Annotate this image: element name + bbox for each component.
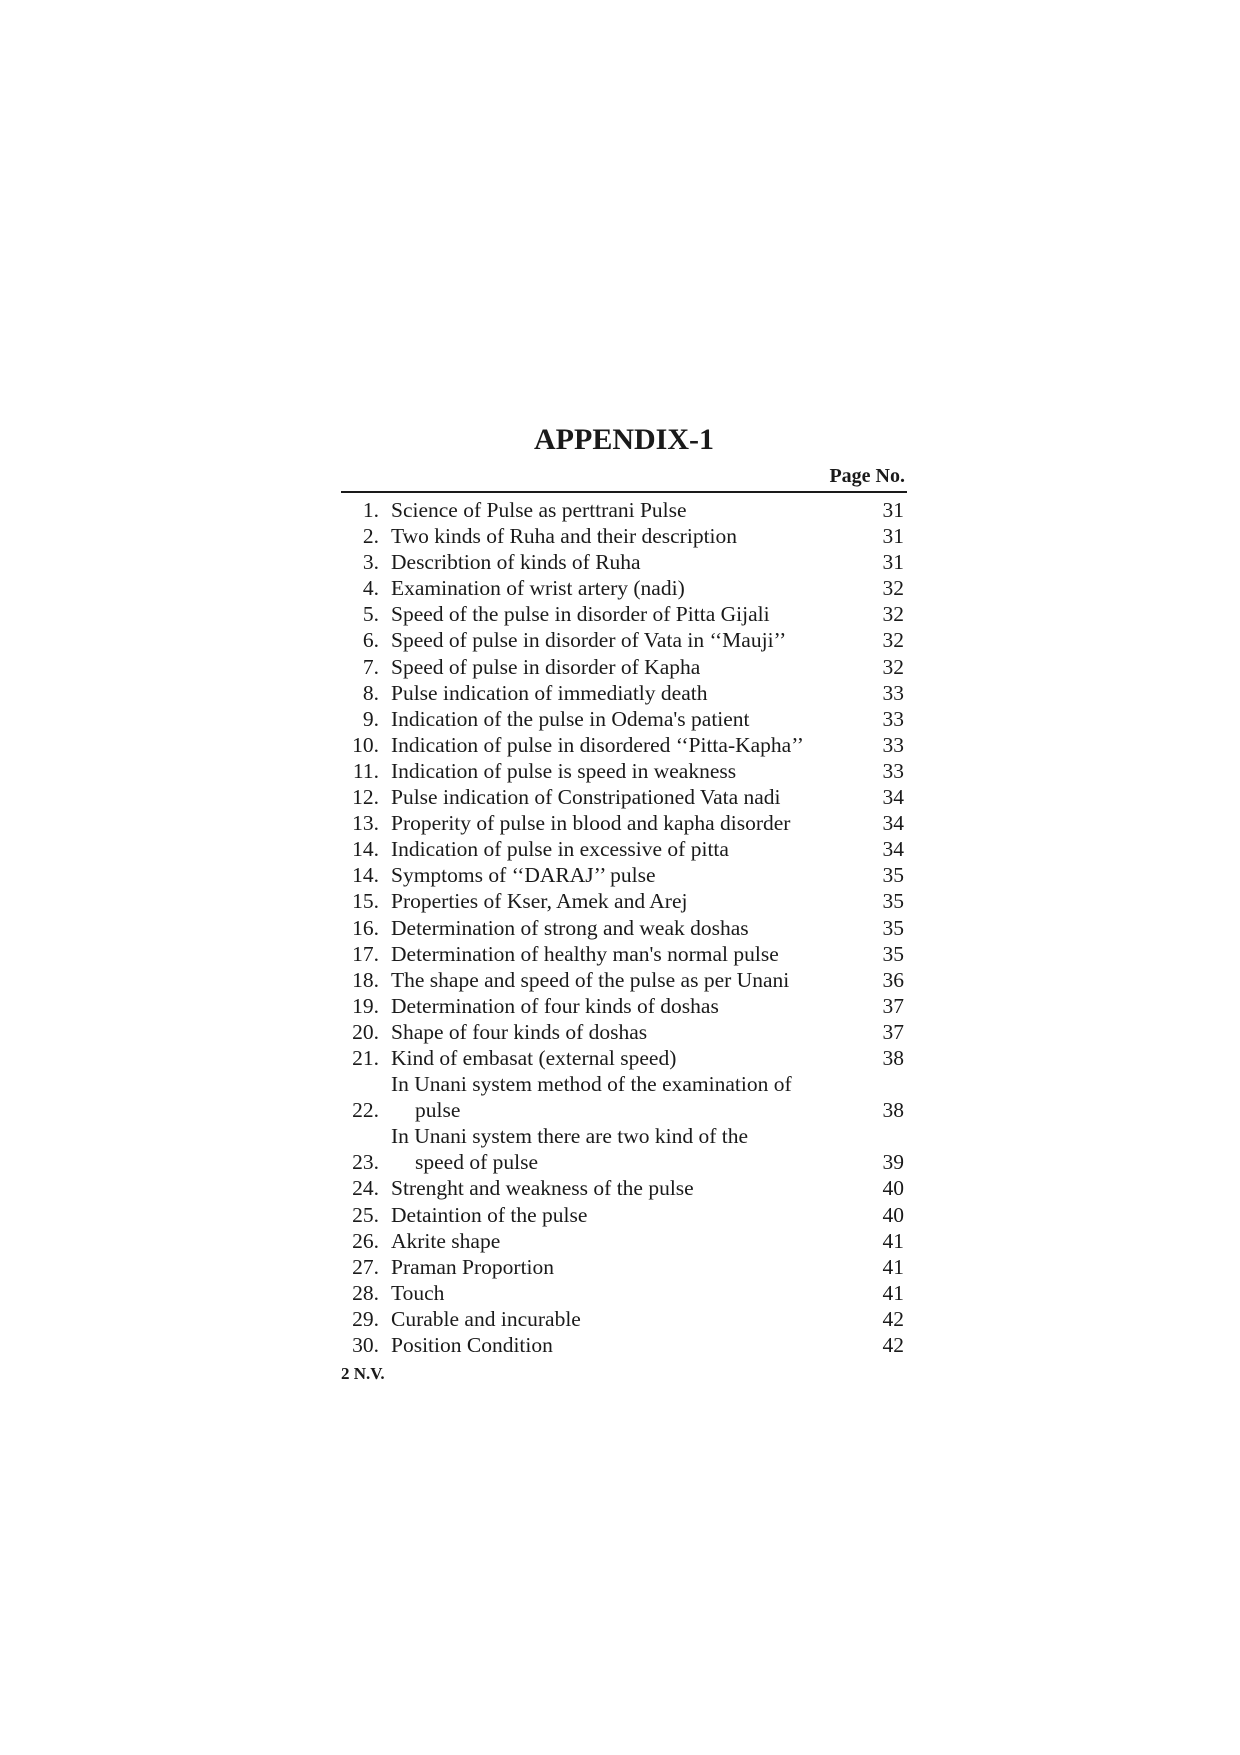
entry-title-continuation: pulse [415, 1098, 461, 1123]
entry-page-number: 42 [882, 1306, 904, 1331]
entry-title [379, 654, 864, 680]
entry-number: 25. [352, 1202, 379, 1227]
entry-title [379, 993, 864, 1019]
contents-entry [341, 1175, 907, 1201]
entry-page-number: 40 [882, 1202, 904, 1227]
page-no-header: Page No. [829, 465, 905, 487]
contents-entry [341, 915, 907, 941]
page-title: APPENDIX-1 [534, 423, 714, 456]
contents-entry [341, 1123, 907, 1175]
entry-title-text: Praman Proportion [391, 1254, 555, 1279]
entry-title-text: Strenght and weakness of the pulse [391, 1176, 694, 1201]
entry-title-text: Indication of pulse in excessive of pitta [391, 837, 729, 862]
entry-number: 6. [362, 628, 379, 653]
entry-number: 19. [352, 993, 379, 1018]
entry-number: 5. [362, 602, 379, 627]
entry-title-text: Pulse indication of immediatly death [391, 680, 708, 705]
entry-page-number: 32 [882, 576, 904, 601]
entry-number: 16. [352, 915, 379, 940]
entry-title-text: Indication of pulse is speed in weakness [391, 758, 737, 783]
entry-title-text: Curable and incurable [391, 1306, 581, 1331]
entry-title-text: Properties of Kser, Amek and Arej [391, 889, 688, 914]
entry-title-text: In Unani system method of the examination of [391, 1072, 792, 1097]
contents-entry [341, 627, 907, 653]
entry-page-number: 33 [882, 758, 904, 783]
entry-title [379, 836, 864, 862]
entry-title-text: Indication of the pulse in Odema's patient [391, 706, 750, 731]
entry-page-number: 31 [882, 498, 904, 522]
entry-number: 20. [352, 1019, 379, 1044]
entry-page-number: 31 [882, 550, 904, 575]
entry-number: 7. [362, 654, 379, 679]
entry-title-text: The shape and speed of the pulse as per Unani [391, 967, 790, 992]
entry-title [379, 732, 864, 758]
entry-number: 24. [352, 1176, 379, 1201]
entry-title [379, 1019, 864, 1045]
entry-number: 10. [352, 732, 379, 757]
contents-entry [341, 523, 907, 549]
entry-title-text: Examination of wrist artery (nadi) [391, 576, 685, 601]
contents-entry [341, 836, 907, 862]
entry-page-number: 31 [882, 524, 904, 549]
entry-number: 3. [362, 550, 379, 575]
entry-page-number: 35 [882, 915, 904, 940]
entry-title-text: In Unani system there are two kind of the [391, 1124, 749, 1149]
contents-entry [341, 549, 907, 575]
entry-page-number: 33 [882, 680, 904, 705]
entry-page-number: 39 [882, 1150, 904, 1175]
entry-title [379, 915, 864, 941]
entry-number: 29. [352, 1306, 379, 1331]
entry-number: 8. [362, 680, 379, 705]
contents-entry [341, 1019, 907, 1045]
contents-entry [341, 1071, 907, 1123]
entry-number: 21. [352, 1045, 379, 1070]
entry-title [379, 784, 864, 810]
entry-title [379, 1202, 864, 1228]
entry-title-text: Two kinds of Ruha and their description [391, 524, 738, 549]
entry-page-number: 41 [882, 1280, 904, 1305]
entry-page-number: 35 [882, 863, 904, 888]
entry-title [379, 1280, 864, 1306]
entry-title [379, 1228, 864, 1254]
entry-title [379, 758, 864, 784]
contents-entry [341, 1202, 907, 1228]
entry-title [379, 1045, 864, 1071]
entry-title-text: Speed of the pulse in disorder of Pitta Gijali [391, 602, 770, 627]
contents-entry [341, 1306, 907, 1332]
entry-page-number: 38 [882, 1045, 904, 1070]
entry-number: 14. [352, 863, 379, 888]
contents-entry [341, 1228, 907, 1254]
entry-page-number: 40 [882, 1176, 904, 1201]
entry-page-number: 35 [882, 889, 904, 914]
signature-mark: 2 N.V. [341, 1364, 385, 1384]
header-rule [341, 491, 907, 493]
entry-page-number: 34 [882, 785, 904, 810]
entry-number: 12. [352, 785, 379, 810]
entry-number: 22. [352, 1098, 379, 1123]
contents-entry [341, 706, 907, 732]
contents-entry [341, 575, 907, 601]
entry-page-number: 33 [882, 732, 904, 757]
entry-title-text: Touch [391, 1280, 445, 1305]
entry-title [379, 1175, 864, 1201]
entry-title-text: Speed of pulse in disorder of Kapha [391, 654, 701, 679]
entry-title-text: Shape of four kinds of doshas [391, 1019, 648, 1044]
entry-title-text: Properity of pulse in blood and kapha disorder [391, 811, 791, 836]
entry-title [379, 1332, 864, 1358]
contents-entry [341, 497, 907, 523]
entry-title [379, 941, 864, 967]
entry-page-number: 36 [882, 967, 904, 992]
contents-entry [341, 967, 907, 993]
entry-number: 27. [352, 1254, 379, 1279]
entry-page-number: 42 [882, 1333, 904, 1357]
entry-number: 28. [352, 1280, 379, 1305]
entry-title-text: Akrite shape [391, 1228, 501, 1253]
contents-entry [341, 862, 907, 888]
entry-title [379, 575, 864, 601]
entry-page-number: 34 [882, 837, 904, 862]
contents-entry [341, 784, 907, 810]
contents-entry [341, 1280, 907, 1306]
entry-title-text: Determination of four kinds of doshas [391, 993, 719, 1018]
entry-number: 15. [352, 889, 379, 914]
entry-title [379, 627, 864, 653]
entry-page-number: 35 [882, 941, 904, 966]
entry-number: 9. [362, 706, 379, 731]
contents-entry [341, 1254, 907, 1280]
entry-page-number: 32 [882, 628, 904, 653]
entry-number: 4. [362, 576, 379, 601]
entry-title-text: Determination of healthy man's normal pulse [391, 941, 779, 966]
contents-entry [341, 888, 907, 914]
entry-page-number: 34 [882, 811, 904, 836]
entry-title [379, 1071, 864, 1123]
entry-title-text: Science of Pulse as perttrani Pulse [391, 498, 687, 522]
entry-number: 11. [352, 758, 379, 783]
entry-title [379, 706, 864, 732]
entry-page-number: 41 [882, 1254, 904, 1279]
contents-entry [341, 1332, 907, 1358]
entry-page-number: 41 [882, 1228, 904, 1253]
entry-title [379, 497, 864, 523]
entry-number: 18. [352, 967, 379, 992]
entry-page-number: 38 [882, 1098, 904, 1123]
contents-entry [341, 680, 907, 706]
appendix-block [341, 418, 907, 1386]
entry-page-number: 37 [882, 1019, 904, 1044]
entry-page-number: 32 [882, 654, 904, 679]
entry-title [379, 523, 864, 549]
entry-title [379, 1123, 864, 1175]
entry-title [379, 601, 864, 627]
contents-entry [341, 1045, 907, 1071]
entry-title-text: Position Condition [391, 1333, 553, 1357]
entry-title-text: Pulse indication of Constripationed Vata nadi [391, 785, 781, 810]
entry-number: 1. [362, 498, 379, 522]
contents-entry [341, 941, 907, 967]
contents-entry [341, 758, 907, 784]
entry-page-number: 33 [882, 706, 904, 731]
contents-entry [341, 654, 907, 680]
entry-number: 26. [352, 1228, 379, 1253]
entry-page-number: 32 [882, 602, 904, 627]
entry-title [379, 888, 864, 914]
contents-entry [341, 810, 907, 836]
entry-number: 13. [352, 811, 379, 836]
entry-title-text: Speed of pulse in disorder of Vata in ‘‘Mauji’’ [391, 628, 787, 653]
contents-entry [341, 993, 907, 1019]
entry-title-text: Indication of pulse in disordered ‘‘Pitta-Kapha’’ [391, 732, 804, 757]
contents-entry [341, 601, 907, 627]
contents-list [341, 497, 907, 1358]
entry-title [379, 862, 864, 888]
entry-title-text: Detaintion of the pulse [391, 1202, 588, 1227]
entry-page-number: 37 [882, 993, 904, 1018]
entry-number: 30. [352, 1333, 379, 1357]
contents-entry [341, 732, 907, 758]
entry-number: 2. [362, 524, 379, 549]
entry-title [379, 1306, 864, 1332]
entry-title-text: Kind of embasat (external speed) [391, 1045, 677, 1070]
entry-title-continuation: speed of pulse [415, 1150, 538, 1175]
entry-title [379, 549, 864, 575]
entry-title-text: Symptoms of ‘‘DARAJ’’ pulse [391, 863, 656, 888]
entry-title [379, 680, 864, 706]
entry-title [379, 1254, 864, 1280]
entry-title-text: Determination of strong and weak doshas [391, 915, 749, 940]
entry-title [379, 810, 864, 836]
entry-title [379, 967, 864, 993]
entry-number: 14. [352, 837, 379, 862]
entry-number: 23. [352, 1150, 379, 1175]
entry-title-text: Describtion of kinds of Ruha [391, 550, 641, 575]
entry-number: 17. [352, 941, 379, 966]
